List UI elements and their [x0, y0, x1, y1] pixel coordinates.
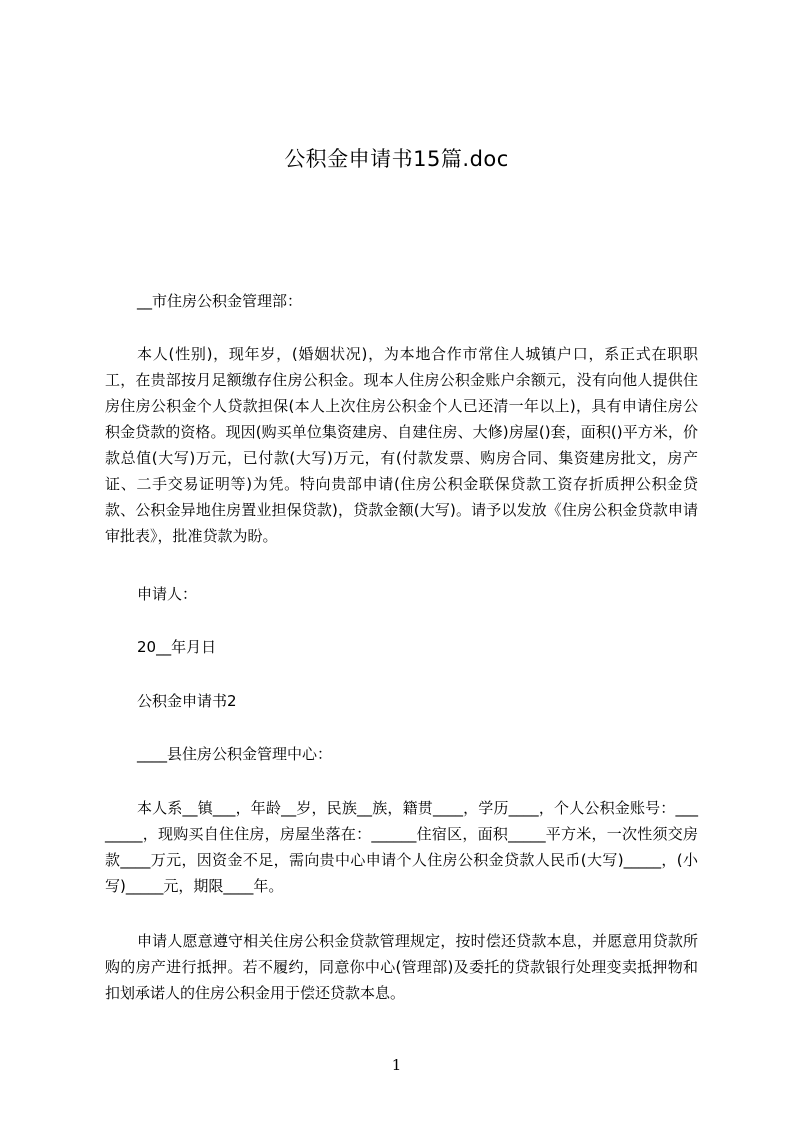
letter1-body: [105, 341, 698, 549]
document-title: 公积金申请书15篇.doc: [284, 147, 509, 171]
letter2-body2: [105, 928, 698, 1006]
applicant-label: 申请人：: [137, 585, 198, 603]
section-heading: 公积金申请书2: [137, 692, 237, 710]
page-number: 1: [391, 1056, 402, 1074]
letter1-date: [105, 634, 698, 660]
body-paragraph: 本人系__镇___，年龄__岁，民族__族，籍贯____，学历____，个人公积金账号：________，现购买自住住房，房屋坐落在：______住宿区，面积_____平方米，一次性须交房款____万元，因资金不足，需向贵中心申请个人住房公积金贷款人民币(大写)_____，(小写)_____元，期限____年。: [105, 799, 698, 895]
body-paragraph: 申请人愿意遵守相关住房公积金贷款管理规定，按时偿还贷款本息，并愿意用贷款所购的房产进行抵押。若不履约，同意你中心(管理部)及委托的贷款银行处理变卖抵押物和扣划承诺人的住房公积金用于偿还贷款本息。: [105, 932, 698, 1002]
salutation-text: __市住房公积金管理部：: [137, 292, 303, 310]
salutation-text: ____县住房公积金管理中心：: [137, 745, 333, 763]
body-paragraph: 本人(性别)，现年岁，(婚姻状况)，为本地合作市常住人城镇户口，系正式在职职工，在贵部按月足额缴存住房公积金。现本人住房公积金账户余额元，没有向他人提供住房住房公积金个人贷款担保(本人上次住房公积金个人已还清一年以上)，具有申请住房公积金贷款的资格。现因(购买单位集资建房、自建住房、大修)房屋()套，面积()平方米，价款总值(大写)万元，已付款(大写)万元，有(付款发票、购房合同、集资建房批文，房产证、二手交易证明等)为凭。特向贵部申请(住房公积金联保贷款工资存折质押公积金贷款、公积金异地住房置业担保贷款)，贷款金额(大写)。请予以发放《住房公积金贷款申请审批表》，批准贷款为盼。: [105, 345, 698, 545]
letter2-heading: [105, 688, 698, 714]
date-line: 20__年月日: [137, 638, 217, 656]
letter1-salutation: [105, 288, 698, 314]
letter2-body: [105, 795, 698, 899]
letter1-applicant: [105, 581, 698, 607]
letter2-salutation: [105, 741, 698, 767]
